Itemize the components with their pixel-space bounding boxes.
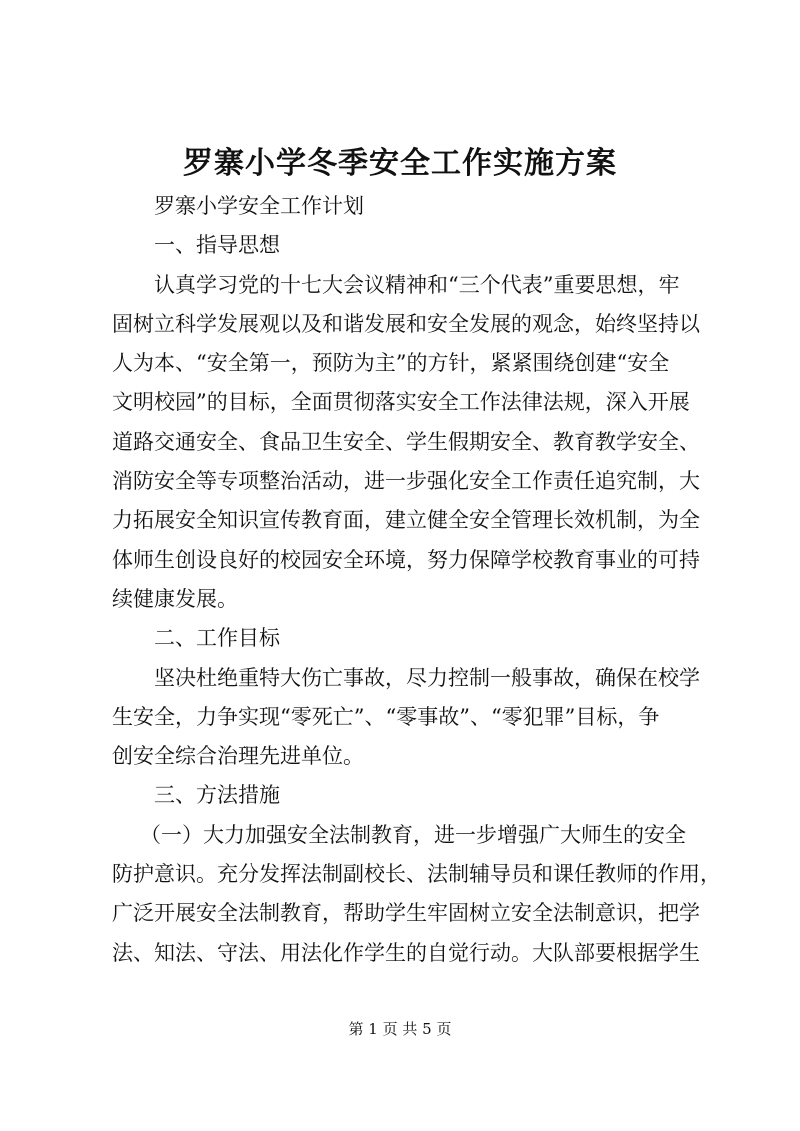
paragraph-line: 人为本、“安全第一，预防为主”的方针，紧紧围绕创建“安全 bbox=[112, 351, 670, 376]
paragraph-line: 续健康发展。 bbox=[112, 586, 238, 611]
paragraph-line: 坚决杜绝重特大伤亡事故，尽力控制一般事故，确保在校学 bbox=[154, 665, 700, 690]
section-heading-2: 二、工作目标 bbox=[154, 626, 280, 651]
document-body bbox=[112, 187, 721, 973]
paragraph-line: （一）大力加强安全法制教育，进一步增强广大师生的安全 bbox=[140, 822, 686, 847]
paragraph-line: 体师生创设良好的校园安全环境，努力保障学校教育事业的可持 bbox=[112, 547, 700, 572]
subtitle-line: 罗寨小学安全工作计划 bbox=[154, 194, 364, 218]
paragraph-line: 创安全综合治理先进单位。 bbox=[112, 744, 364, 769]
paragraph-line: 道路交通安全、食品卫生安全、学生假期安全、教育教学安全、 bbox=[112, 429, 700, 454]
paragraph-line: 生安全，力争实现“零死亡”、“零事故”、“零犯罪”目标，争 bbox=[112, 704, 660, 729]
document-title: 罗寨小学冬季安全工作实施方案 bbox=[183, 146, 617, 181]
section-heading-1: 一、指导思想 bbox=[154, 233, 280, 258]
section-heading-3: 三、方法措施 bbox=[154, 783, 280, 808]
paragraph-line: 固树立科学发展观以及和谐发展和安全发展的观念，始终坚持以 bbox=[112, 311, 700, 336]
paragraph-line: 广泛开展安全法制教育，帮助学生牢固树立安全法制意识，把学 bbox=[112, 901, 700, 926]
paragraph-line: 防护意识。充分发挥法制副校长、法制辅导员和课任教师的作用， bbox=[112, 862, 721, 887]
page-footer: 第 1 页 共 5 页 bbox=[348, 1020, 452, 1038]
paragraph-line: 法、知法、守法、用法化作学生的自觉行动。大队部要根据学生 bbox=[112, 940, 700, 965]
paragraph-line: 力拓展安全知识宣传教育面，建立健全安全管理长效机制，为全 bbox=[112, 508, 700, 533]
paragraph-line: 消防安全等专项整治活动，进一步强化安全工作责任追究制，大 bbox=[112, 469, 700, 494]
paragraph-line: 文明校园”的目标，全面贯彻落实安全工作法律法规，深入开展 bbox=[112, 390, 690, 415]
paragraph-line: 认真学习党的十七大会议精神和“三个代表”重要思想，牢 bbox=[154, 272, 680, 297]
